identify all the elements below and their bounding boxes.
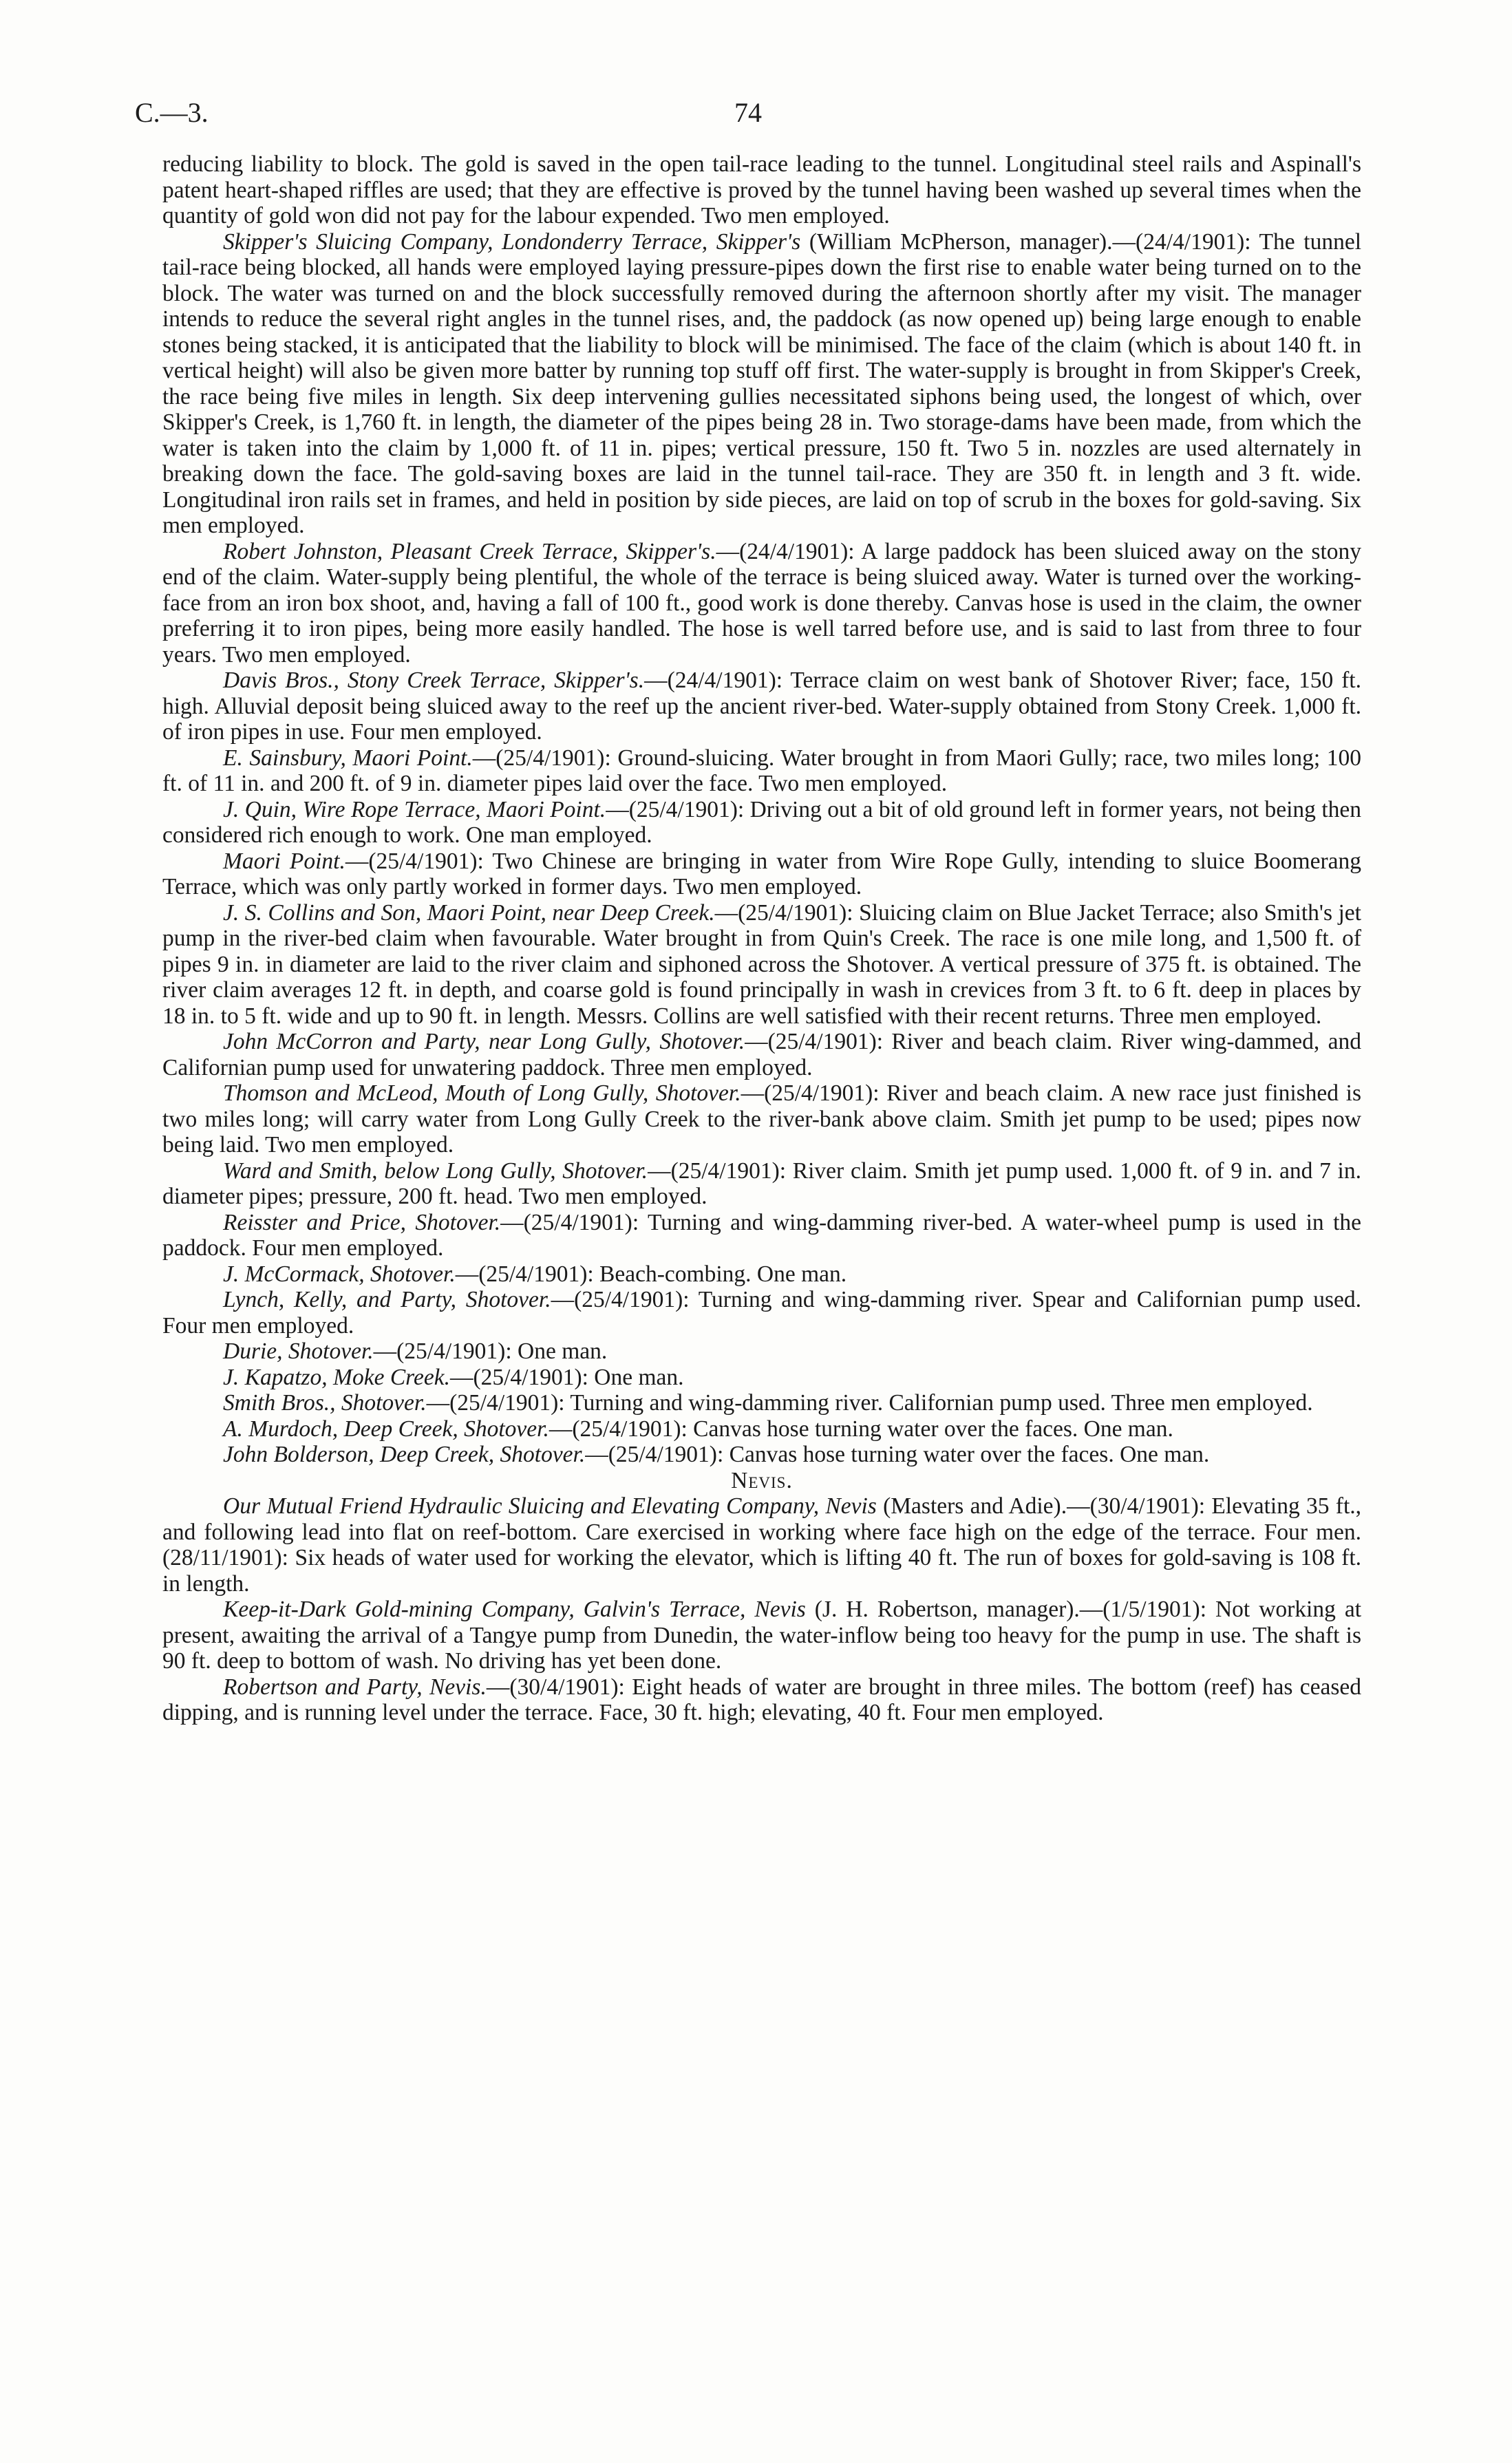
entry-lead: J. Kapatzo, Moke Creek. — [223, 1364, 450, 1390]
entry-lead: Skipper's Sluicing Company, Londonderry Terrace, Skipper's — [223, 228, 801, 255]
entry-maori-point — [162, 849, 1361, 900]
entry-text: —(25/4/1901): River claim. Smith jet pump used. 1,000 ft. of 9 in. and 7 in. diameter pipes; pressure, 200 ft. head. Two men employed. — [162, 1158, 1361, 1209]
report-body — [162, 151, 1361, 1726]
entry-lead: John Bolderson, Deep Creek, Shotover. — [223, 1442, 586, 1467]
entry-text: —(25/4/1901): Sluicing claim on Blue Jacket Terrace; also Smith's jet pump in the river-bed claim when favourable. Water brought in from Quin's Creek. The race is one mile long, and 1,500 ft. of pipes 9 in. in diameter are laid to the river claim and siphoned across the Shotover. A vertical pressure of 375 ft. is obtained. The river claim averages 12 ft. in depth, and coarse gold is found principally in wash in crevices from 3 ft. to 6 ft. deep in places by 18 in. to 5 ft. wide and up to 90 ft. in length. Messrs. Collins are well satisfied with their recent returns. Three men employed. — [162, 899, 1361, 1029]
entry-lead: Robertson and Party, Nevis. — [223, 1674, 487, 1700]
entry-davis-bros — [162, 668, 1361, 745]
entry-lead: Keep-it-Dark Gold-mining Company, Galvin's Terrace, Nevis — [223, 1597, 806, 1622]
entry-lead: Durie, Shotover. — [223, 1339, 374, 1364]
entry-mccormack — [162, 1261, 1361, 1288]
entry-text: —(25/4/1901): One man. — [373, 1339, 608, 1364]
entry-text: (Masters and Adie).—(30/4/1901): Elevating 35 ft., and following lead into flat on reef-bottom. Care exercised in working where face high on the edge of the terrace. Four men. (28/11/1901): Six heads of water used for working the elevator, which is lifting 40 ft. The run of boxes for gold-saving is 108 ft. in length. — [162, 1493, 1361, 1597]
entry-text: —(25/4/1901): Turning and wing-damming river. Californian pump used. Three men employed. — [426, 1390, 1313, 1416]
page-number: 74 — [734, 97, 762, 128]
entry-robertson-party — [162, 1674, 1361, 1726]
entry-text: (William McPherson, manager).—(24/4/1901): The tunnel tail-race being blocked, all hands were employed laying pressure-pipes down the first rise to enable water being turned on to the block. The water was turned on and the block successfully removed during the afternoon shortly after my visit. The manager intends to reduce the several right angles in the tunnel rises, and, the paddock (as now opened up) being large enough to enable stones being stacked, it is anticipated that the liability to block will be minimised. The face of the claim (which is about 140 ft. in vertical height) will also be given more batter by running top stuff off first. The water-supply is brought in from Skipper's Creek, the race being five miles in length. Six deep intervening gullies necessitated siphons being used, the longest of which, over Skipper's Creek, is 1,760 ft. in length, the diameter of the pipes being 28 in. Two storage-dams have been made, from which the water is taken into the claim by 1,000 ft. of 11 in. pipes; vertical pressure, 150 ft. Two 5 in. nozzles are used alternately in breaking down the face. The gold-saving boxes are laid in the tunnel tail-race. They are 350 ft. in length and 3 ft. wide. Longitudinal iron rails set in frames, and held in position by side pieces, are laid on top of scrub in the boxes for gold-saving. Six men employed. — [162, 228, 1361, 538]
entry-e-sainsbury — [162, 745, 1361, 797]
entry-text: —(24/4/1901): Terrace claim on west bank of Shotover River; face, 150 ft. high. Alluvial deposit being sluiced away to the reef up the ancient river-bed. Water-supply obtained from Stony Creek. 1,000 ft. of iron pipes in use. Four men employed. — [162, 668, 1361, 745]
entry-lead: J. S. Collins and Son, Maori Point, near Deep Creek. — [223, 899, 715, 926]
entry-lead: E. Sainsbury, Maori Point. — [223, 745, 473, 771]
page-header — [135, 96, 1361, 138]
entry-lead: John McCorron and Party, near Long Gully, Shotover. — [223, 1029, 745, 1054]
entry-ward-smith — [162, 1158, 1361, 1210]
entry-our-mutual-friend — [162, 1493, 1361, 1597]
entry-lynch-kelly — [162, 1287, 1361, 1339]
entry-lead: Maori Point. — [223, 848, 345, 874]
entry-lead: Our Mutual Friend Hydraulic Sluicing and Elevating Company, Nevis — [223, 1493, 877, 1519]
entry-lead: A. Murdoch, Deep Creek, Shotover. — [223, 1416, 549, 1442]
document-code: C.—3. — [135, 97, 209, 128]
entry-durie — [162, 1339, 1361, 1365]
entry-lead: Ward and Smith, below Long Gully, Shotover. — [223, 1158, 648, 1184]
entry-collins-and-son — [162, 900, 1361, 1030]
entry-text: —(25/4/1901): Turning and wing-damming river. Spear and Californian pump used. Four men employed. — [162, 1287, 1361, 1339]
entry-lead: Robert Johnston, Pleasant Creek Terrace, Skipper's. — [223, 538, 716, 564]
entry-text: —(25/4/1901): Two Chinese are bringing in water from Wire Rope Gully, intending to sluice Boomerang Terrace, which was only partly worked in former days. Two men employed. — [162, 848, 1362, 899]
entry-mccorron — [162, 1029, 1361, 1080]
entry-skippers-sluicing — [162, 229, 1361, 539]
entry-text: —(25/4/1901): Beach-combing. One man. — [455, 1261, 847, 1287]
entry-lead: Thomson and McLeod, Mouth of Long Gully, Shotover. — [223, 1080, 741, 1106]
paragraph-continuation: reducing liability to block. The gold is saved in the open tail-race leading to the tunnel. Longitudinal steel rails and Aspinall's patent heart-shaped riffles are used; that they are effective is proved by the tunnel having been washed up several times when the quantity of gold won did not pay for the labour expended. Two men employed. — [162, 151, 1361, 228]
entry-text: —(25/4/1901): Driving out a bit of old ground left in former years, not being then considered rich enough to work. One man employed. — [162, 796, 1361, 848]
entry-j-quin — [162, 797, 1361, 849]
entry-robert-johnston — [162, 539, 1361, 668]
entry-murdoch — [162, 1416, 1361, 1442]
entry-text: —(25/4/1901): One man. — [449, 1364, 684, 1390]
entry-text: —(25/4/1901): Ground-sluicing. Water brought in from Maori Gully; race, two miles long; 100 ft. of 11 in. and 200 ft. of 9 in. diameter pipes laid over the face. Two men employed. — [162, 745, 1361, 796]
entry-smith-bros — [162, 1390, 1361, 1416]
entry-text: —(25/4/1901): Canvas hose turning water over the faces. One man. — [585, 1442, 1210, 1467]
entry-keep-it-dark — [162, 1597, 1361, 1674]
entry-text: —(24/4/1901): A large paddock has been sluiced away on the stony end of the claim. Water-supply being plentiful, the whole of the terrace is being sluiced away. Water is turned over the working-face from an iron box shoot, and, having a fall of 100 ft., good work is done thereby. Canvas hose is used in the claim, the owner preferring it to iron pipes, being more easily handled. The hose is well tarred before use, and is said to last from three to four years. Two men employed. — [162, 538, 1361, 668]
entry-lead: J. Quin, Wire Rope Terrace, Maori Point. — [223, 796, 606, 822]
entry-bolderson — [162, 1442, 1361, 1468]
entry-lead: Smith Bros., Shotover. — [223, 1390, 427, 1416]
entry-text: —(25/4/1901): River and beach claim. River wing-dammed, and Californian pump used for unwatering paddock. Three men employed. — [162, 1029, 1361, 1080]
entry-lead: Davis Bros., Stony Creek Terrace, Skipper's. — [223, 668, 645, 693]
section-heading-nevis: Nevis. — [731, 1467, 793, 1493]
entry-text: —(30/4/1901): Eight heads of water are brought in three miles. The bottom (reef) has ceased dipping, and is running level under the terrace. Face, 30 ft. high; elevating, 40 ft. Four men employed. — [162, 1674, 1362, 1725]
entry-lead: J. McCormack, Shotover. — [223, 1261, 456, 1287]
entry-text: —(25/4/1901): Turning and wing-damming river-bed. A water-wheel pump is used in the paddock. Four men employed. — [162, 1209, 1361, 1261]
entry-text: —(25/4/1901): River and beach claim. A new race just finished is two miles long; will carry water from Long Gully Creek to the river-bank above claim. Smith jet pump to be used; pipes now being laid. Two men employed. — [162, 1080, 1362, 1158]
entry-lead: Lynch, Kelly, and Party, Shotover. — [223, 1287, 551, 1312]
entry-kapatzo — [162, 1365, 1361, 1391]
entry-text: —(25/4/1901): Canvas hose turning water over the faces. One man. — [549, 1416, 1173, 1442]
entry-text: (J. H. Robertson, manager).—(1/5/1901): Not working at present, awaiting the arrival of a Tangye pump from Dunedin, the water-inflow being too heavy for the pump in use. The shaft is 90 ft. deep to bottom of wash. No driving has yet been done. — [162, 1597, 1362, 1674]
entry-reisster-price — [162, 1210, 1361, 1261]
entry-thomson-mcleod — [162, 1080, 1361, 1158]
entry-lead: Reisster and Price, Shotover. — [223, 1209, 501, 1235]
